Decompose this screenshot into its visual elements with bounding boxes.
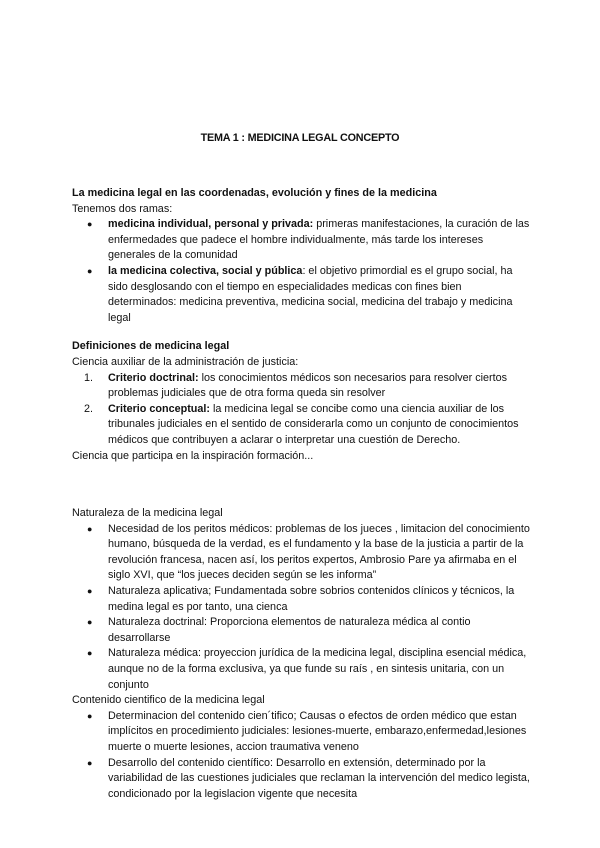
section-outro: Ciencia que participa en la inspiración formación...: [72, 449, 314, 462]
item-text: Naturaleza aplicativa; Fundamentada sobre sobrios contenidos clínicos y técnicos, la medina legal es por tanto, una cienca: [108, 585, 515, 613]
bullet-icon: ●: [87, 523, 93, 534]
item-bold-term: Criterio conceptual:: [108, 402, 210, 415]
bullet-list: [72, 522, 532, 694]
list-item: [72, 402, 532, 449]
bullet-list: [72, 217, 532, 326]
bullet-icon: ●: [87, 219, 93, 230]
section-heading: Definiciones de medicina legal: [72, 340, 230, 353]
list-item: [72, 264, 532, 326]
list-item: [72, 217, 532, 264]
section-intro: Ciencia auxiliar de la administración de justicia:: [72, 355, 299, 368]
bullet-icon: ●: [87, 265, 93, 276]
item-text: los conocimientos médicos son necesarios para resolver ciertos problemas judiciales que de otra forma queda sin resolver: [108, 371, 508, 400]
section-heading: Naturaleza de la medicina legal: [72, 507, 223, 520]
section-heading: Contenido cientifico de la medicina legal: [72, 694, 265, 707]
item-text: primeras manifestaciones, la curación de las enfermedades que padece el hombre individualmente, más tarde los intereses generales de la comunidad: [108, 218, 530, 262]
list-item: [72, 584, 532, 615]
list-item: [72, 756, 532, 803]
document-body: [72, 186, 532, 802]
list-item: [72, 615, 532, 646]
bullet-icon: ●: [87, 617, 93, 628]
item-text: Determinacion del contenido cien´tifico; Causas o efectos de orden médico que estan implícitos en procedimiento judiciales: lesiones-muerte, embarazo,enfermedad,lesiones muerte o muerte lesiones, accion traumativa veneno: [108, 709, 527, 753]
list-item: [72, 709, 532, 756]
bullet-icon: ●: [87, 586, 93, 597]
numbered-list: [72, 371, 532, 449]
item-bold-term: Criterio doctrinal:: [108, 371, 199, 384]
bullet-icon: ●: [87, 648, 93, 659]
list-item: [72, 371, 532, 402]
list-item: [72, 522, 532, 584]
list-item: [72, 646, 532, 693]
item-text: Naturaleza médica: proyeccion jurídica de la medicina legal, disciplina esencial médica, aunque no de la forma exclusiva, ya que funde su raís , en sintesis unitaria, con un conjunto: [108, 647, 527, 691]
section-intro: Tenemos dos ramas:: [72, 202, 173, 215]
item-text: Naturaleza doctrinal: Proporciona elementos de naturaleza médica al contio desarrollarse: [108, 616, 471, 644]
bullet-icon: ●: [87, 757, 93, 768]
item-bold-term: la medicina colectiva, social y pública: [108, 264, 303, 277]
bullet-icon: ●: [87, 710, 93, 721]
item-number: 2.: [84, 402, 94, 415]
item-number: 1.: [84, 371, 94, 384]
item-text: la medicina legal se concibe como una ciencia auxiliar de los tribunales judiciales en el sentido de considerarla como un conjunto de conocimientos médicos que contribuyen a aclarar o interpretar una cuestión de Derecho.: [108, 402, 519, 446]
item-text: Desarrollo del contenido científico: Desarrollo en extensión, determinado por la variabilidad de las cuestiones judiciales que reclaman la intervención del medico legista, condicionado por la legislacion vigente que necesita: [108, 756, 530, 800]
document-title: TEMA 1 : MEDICINA LEGAL CONCEPTO: [200, 132, 400, 144]
section-heading: La medicina legal en las coordenadas, evolución y fines de la medicina: [72, 187, 437, 199]
item-bold-term: medicina individual, personal y privada:: [108, 218, 314, 231]
item-text: : el objetivo primordial es el grupo social, ha sido desglosando con el tiempo en especialidades medicas con fines bien determinados: medicina preventiva, medicina social, medicina del trabajo y medicina legal: [108, 264, 513, 324]
bullet-list: [72, 709, 532, 803]
item-text: Necesidad de los peritos médicos: problemas de los jueces , limitacion del conocimiento humano, búsqueda de la verdad, es el fundamento y la base de la justicia a partir de la revolución francesa, nacen así, los peritos expertos, Ambrosio Pare ya afirmaba en el siglo XVI, que “los jueces deciden según se les informa”: [108, 522, 530, 582]
